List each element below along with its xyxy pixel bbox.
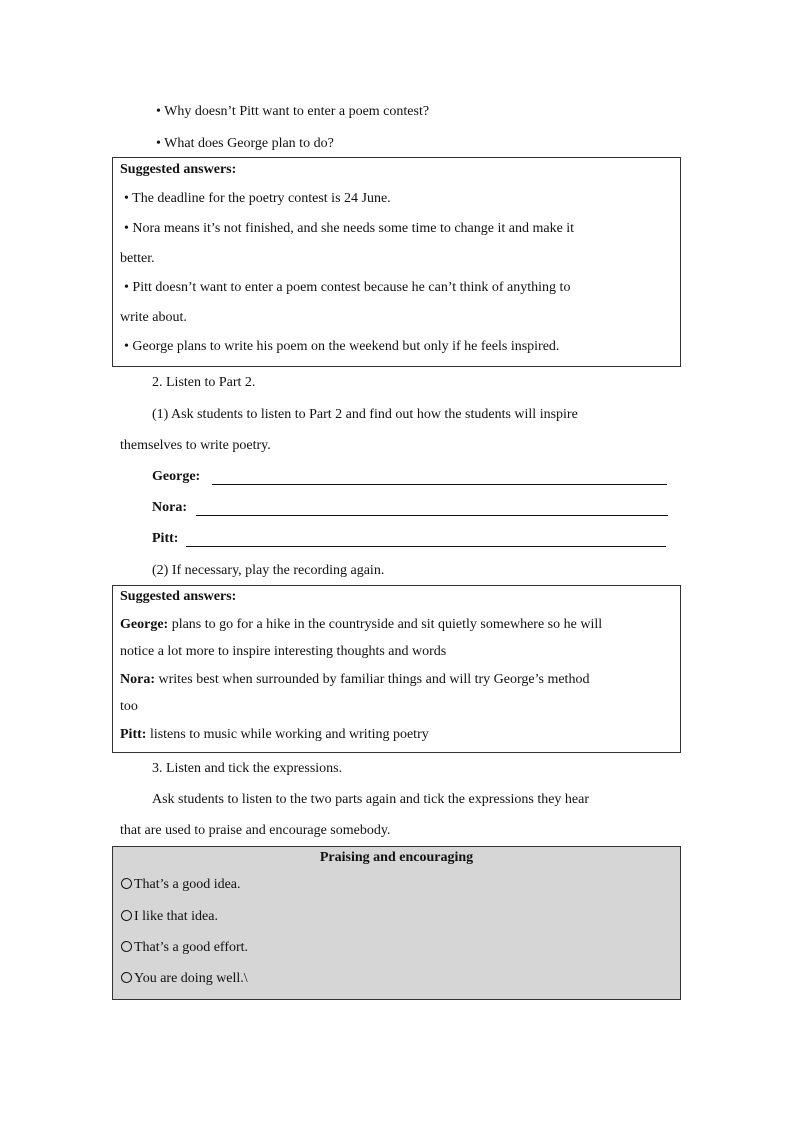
expression-text: I like that idea. (134, 909, 218, 924)
answer-pitt-text: listens to music while working and writing poetry (146, 727, 429, 742)
tick-circle-icon[interactable] (121, 878, 132, 889)
answer-george-cont: notice a lot more to inspire interesting thoughts and words (120, 644, 447, 659)
answer-line: • George plans to write his poem on the weekend but only if he feels inspired. (124, 339, 560, 354)
expression-text: That’s a good idea. (134, 877, 241, 892)
answer-george (120, 616, 602, 634)
nora-blank-label: Nora: (152, 500, 187, 515)
answer-line: write about. (120, 310, 187, 325)
pitt-blank-label: Pitt: (152, 531, 179, 546)
answer-line: • Pitt doesn’t want to enter a poem contest because he can’t think of anything to (124, 280, 571, 295)
expressions-heading: Praising and encouraging (319, 850, 474, 865)
part2-title: 2. Listen to Part 2. (152, 375, 256, 390)
question-pitt: • Why doesn’t Pitt want to enter a poem contest? (156, 104, 430, 119)
part2-instruction: (1) Ask students to listen to Part 2 and find out how the students will inspire (152, 407, 578, 422)
pitt-answer-line[interactable] (186, 546, 666, 547)
answer-nora (120, 671, 589, 689)
george-answer-line[interactable] (212, 484, 667, 485)
tick-circle-icon[interactable] (121, 941, 132, 952)
part2-note: (2) If necessary, play the recording again. (152, 563, 385, 578)
answer-nora-cont: too (120, 699, 138, 714)
answer-line: better. (120, 251, 155, 266)
george-blank-label: George: (152, 469, 201, 484)
tick-circle-icon[interactable] (121, 910, 132, 921)
expression-option[interactable] (121, 908, 218, 926)
expression-option[interactable] (121, 939, 248, 957)
answers-heading-1: Suggested answers: (120, 162, 237, 177)
part3-instruction-cont: that are used to praise and encourage somebody. (120, 823, 391, 838)
part3-title: 3. Listen and tick the expressions. (152, 761, 343, 776)
answer-george-text: plans to go for a hike in the countryside and sit quietly somewhere so he will (168, 617, 603, 632)
expression-option[interactable] (121, 876, 241, 894)
nora-answer-line[interactable] (196, 515, 668, 516)
part3-instruction: Ask students to listen to the two parts again and tick the expressions they hear (152, 792, 590, 807)
tick-circle-icon[interactable] (121, 972, 132, 983)
expression-option[interactable] (121, 970, 248, 988)
expression-text: That’s a good effort. (134, 940, 249, 955)
answer-pitt (120, 726, 429, 744)
expressions-box (112, 846, 681, 1000)
part2-instruction-cont: themselves to write poetry. (120, 438, 271, 453)
question-george: • What does George plan to do? (156, 136, 334, 151)
answer-line: • The deadline for the poetry contest is 24 June. (124, 191, 391, 206)
answers-heading-2: Suggested answers: (120, 589, 237, 604)
answer-nora-label: Nora: (120, 672, 155, 687)
suggested-answers-box-2 (112, 585, 681, 753)
answer-pitt-label: Pitt: (120, 727, 147, 742)
answer-george-label: George: (120, 617, 169, 632)
suggested-answers-box-1 (112, 157, 681, 367)
answer-line: • Nora means it’s not finished, and she needs some time to change it and make it (124, 221, 575, 236)
expression-text: You are doing well.\ (134, 971, 248, 986)
answer-nora-text: writes best when surrounded by familiar things and will try George’s method (155, 672, 590, 687)
